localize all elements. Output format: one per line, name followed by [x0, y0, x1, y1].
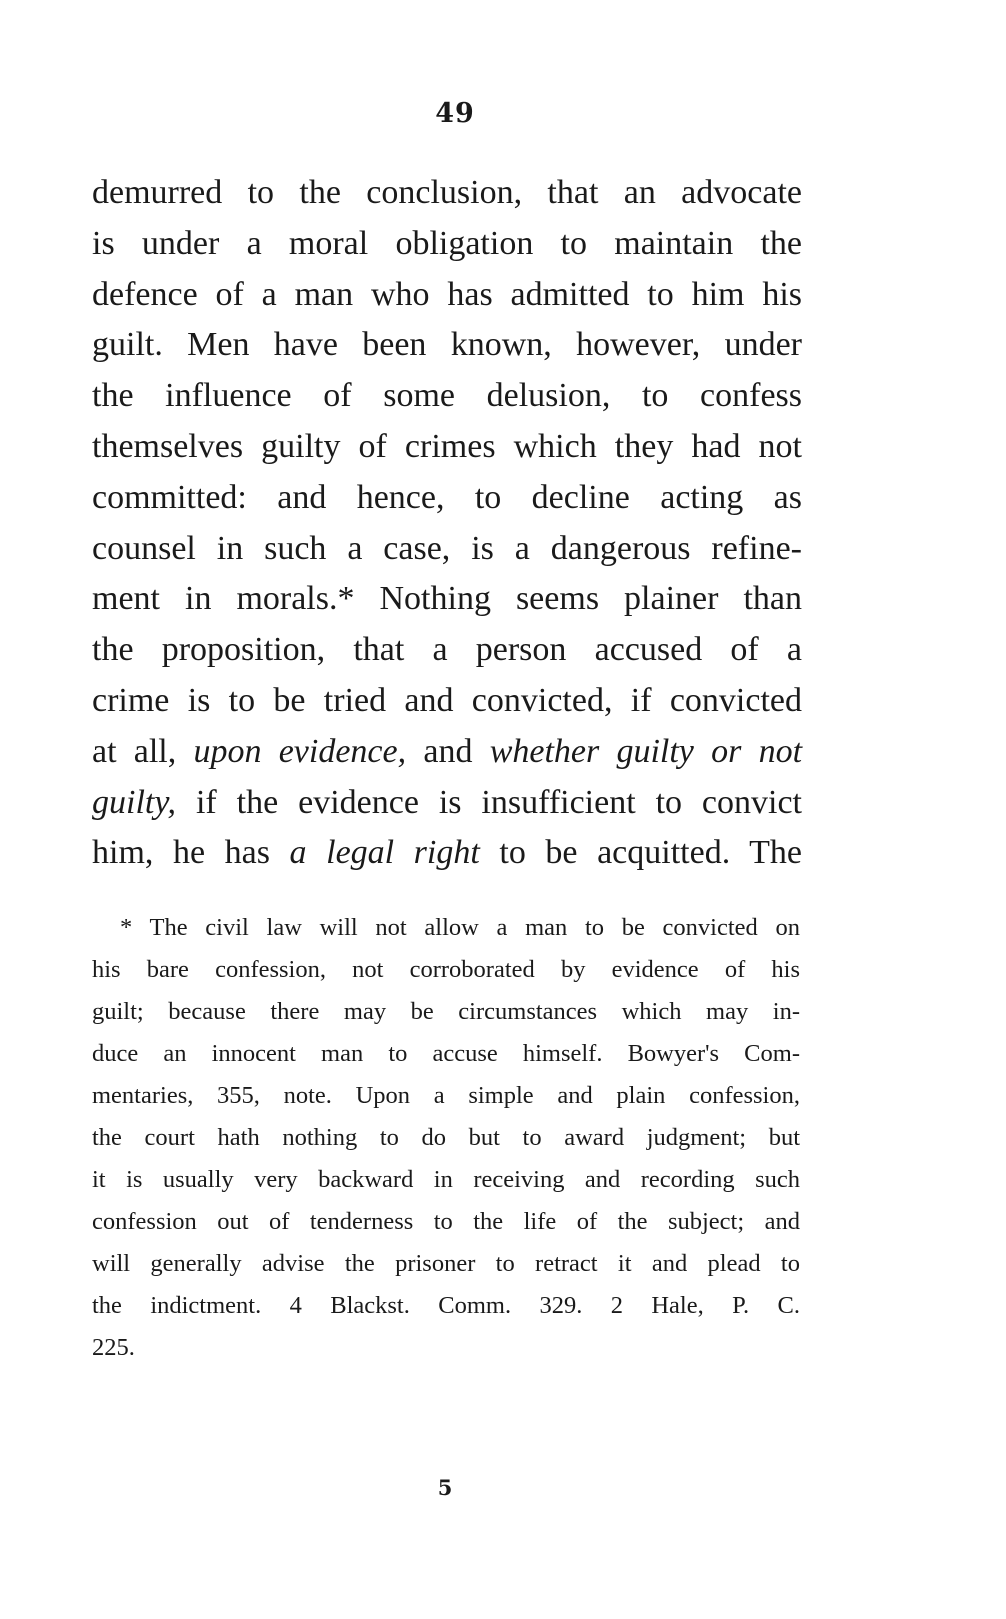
text-line: the influence of some delusion, to confess	[92, 377, 802, 415]
text-line	[92, 828, 802, 879]
italic-phrase: a legal right	[289, 834, 480, 872]
footnote-line: his bare confession, not corroborated by evidence of his	[92, 956, 800, 983]
text-segment: if the evidence is insufficient to convict	[195, 783, 803, 821]
text-line: demurred to the conclusion, that an advocate	[92, 174, 802, 211]
footnote-line: it is usually very backward in receiving and recording such	[92, 1166, 800, 1193]
text-line: defence of a man who has admitted to him his	[92, 275, 802, 313]
footnote-line: * The civil law will not allow a man to be convicted on	[120, 914, 800, 941]
text-line: guilt. Men have been known, however, under	[92, 326, 802, 364]
text-line: counsel in such a case, is a dangerous refine-	[92, 529, 802, 567]
footnote	[92, 907, 800, 1369]
text-line: the proposition, that a person accused of a	[92, 631, 802, 669]
signature-mark: 5	[437, 1475, 453, 1500]
footnote-line: guilt; because there may be circumstances which may in-	[92, 998, 800, 1025]
text-segment: at all,	[92, 732, 177, 770]
footnote-line: 225.	[92, 1334, 135, 1361]
footnote-line: duce an innocent man to accuse himself. Bowyer's Com-	[92, 1040, 800, 1067]
footnote-line: the court hath nothing to do but to award judgment; but	[92, 1124, 800, 1151]
italic-phrase: upon evidence,	[193, 732, 407, 770]
footnote-line: mentaries, 355, note. Upon a simple and plain confession,	[92, 1082, 800, 1109]
text-line: committed: and hence, to decline acting as	[92, 478, 802, 516]
italic-phrase: whether guilty or not	[489, 732, 803, 770]
footnote-line: the indictment. 4 Blackst. Comm. 329. 2 Hale, P. C.	[92, 1292, 800, 1319]
text-line: themselves guilty of crimes which they had not	[92, 427, 802, 465]
text-segment: to be acquitted. The	[499, 834, 803, 872]
footnote-line: will generally advise the prisoner to retract it and plead to	[92, 1250, 800, 1277]
text-line: crime is to be tried and convicted, if convicted	[92, 681, 802, 719]
text-segment: him, he has	[92, 834, 270, 872]
text-line: ment in morals.* Nothing seems plainer than	[92, 580, 802, 618]
text-line	[92, 778, 802, 829]
main-text	[92, 168, 802, 879]
text-line	[92, 727, 802, 778]
page-number: 49	[435, 98, 475, 129]
text-segment: and	[423, 732, 473, 770]
italic-phrase: guilty,	[92, 783, 177, 821]
footnote-line: confession out of tenderness to the life of the subject; and	[92, 1208, 800, 1235]
text-line: is under a moral obligation to maintain the	[92, 224, 802, 262]
